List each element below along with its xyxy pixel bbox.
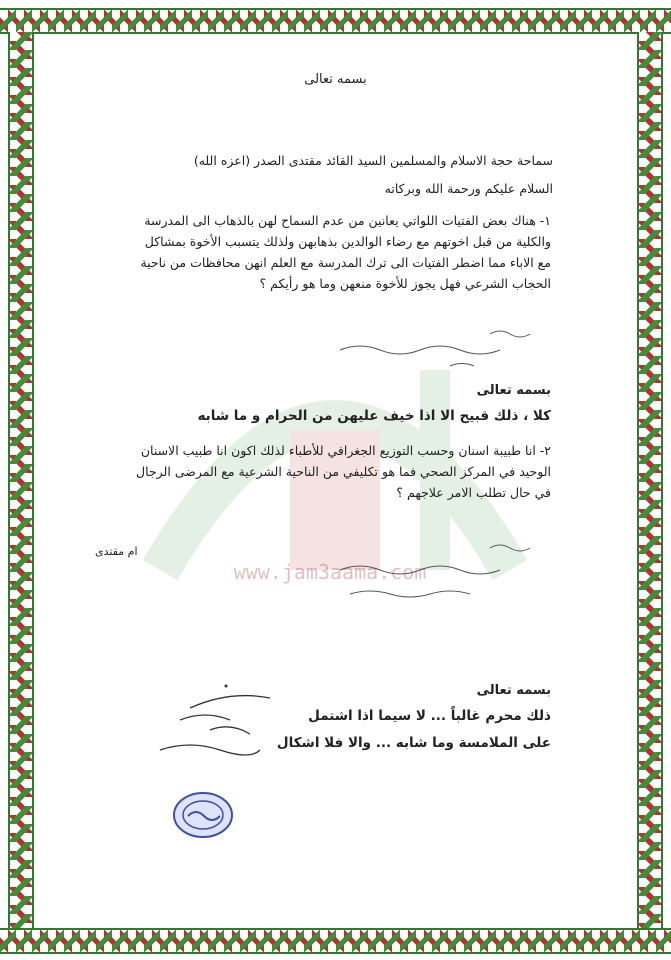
watermark-url: www.jam3aama.com [233,560,427,584]
answer-3-line-2: على الملامسة وما شابه ... والا فلا اشكال [276,735,551,751]
addressee-line: سماحة حجة الاسلام والمسلمين السيد القائد مقتدى الصدر (اعزه الله) [193,153,553,168]
decorative-border-right [637,32,663,928]
answer-1-text: كلا ، ذلك قبيح الا اذا خيف عليهن من الحرام و ما شابه [197,408,551,424]
question-1 [111,210,551,294]
question-2-line: ٢- انا طبيبة اسنان وحسب التوزيع الجغرافي للأطباء لذلك اكون انا طبيب الاسنان [140,443,551,458]
answer-3-line-1: ذلك محرم غالباً ... لا سيما اذا اشتمل [308,708,551,724]
handwritten-note-1 [300,322,550,372]
answer-3-heading: بسمه تعالى [476,683,551,698]
question-2 [111,440,551,503]
question-2-line: في حال تطلب الامر علاجهم ؟ [396,485,551,500]
signature [140,680,280,770]
handwritten-note-2 [330,538,550,610]
sender-name: ام مقتدى [95,545,138,558]
question-1-line: والكلية من قبل اخوتهم مع رضاء الوالدين بذهابهن ولذلك يتسبب الأخوة بمشاكل [144,234,551,249]
decorative-border-top [0,8,671,34]
answer-1-heading: بسمه تعالى [476,383,551,398]
decorative-border-bottom [0,928,671,954]
question-1-line: مع الاباء مما اضطر الفتيات الى ترك المدرسة مع العلم انهن محافظات من ناحية [140,255,551,270]
greeting-line: السلام عليكم ورحمة الله وبركاته [384,181,553,196]
question-1-line: الحجاب الشرعي فهل يجوز للأخوة منعهن وما هو رأيكم ؟ [259,276,551,291]
page-title: بسمه تعالى [304,72,367,87]
question-2-line: الوحيد في المركز الصحي فما هو تكليفي من الناحية الشرعية مع المرضى الرجال [136,464,551,479]
official-stamp [172,790,234,840]
decorative-border-left [8,32,34,928]
question-1-line: ١- هناك بعض الفتيات اللواتي يعانين من عدم السماح لهن بالذهاب الى المدرسة [144,213,551,228]
